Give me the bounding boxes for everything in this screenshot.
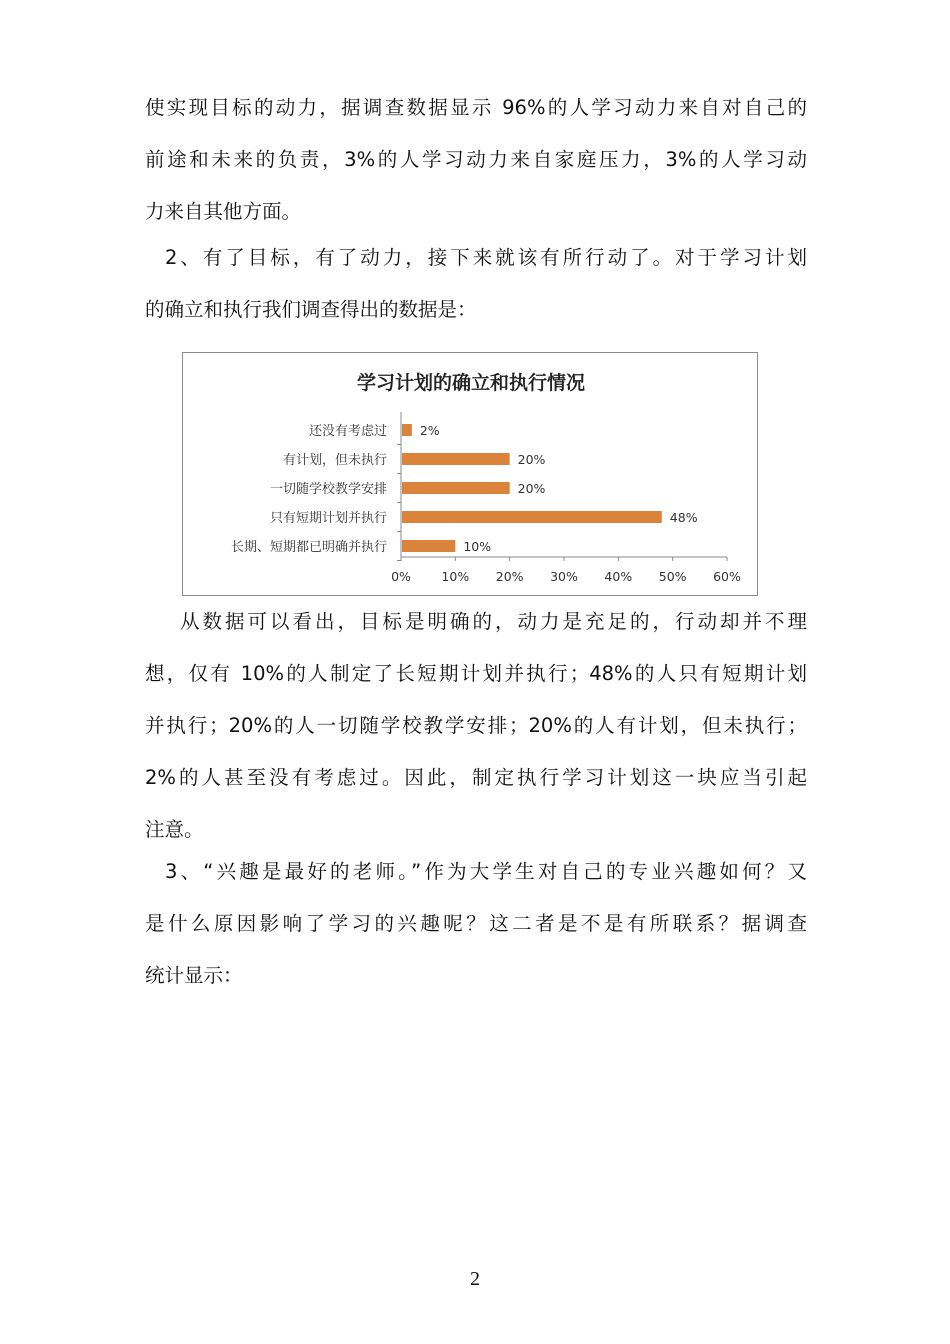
chart-svg <box>183 353 759 597</box>
paragraph-4 <box>165 846 807 898</box>
x-tick-label: 10% <box>441 569 470 584</box>
paragraph-3 <box>180 596 807 648</box>
data-label: 48% <box>669 510 698 525</box>
text-line: 力来自其他方面。 <box>145 200 302 223</box>
category-label: 只有短期计划并执行 <box>269 511 387 526</box>
category-label: 还没有考虑过 <box>308 424 387 439</box>
data-label: 10% <box>463 539 492 554</box>
bar <box>402 482 510 494</box>
paragraph-1 <box>145 82 807 238</box>
text-line: 是什么原因影响了学习的兴趣呢？这二者是不是有所联系？据调查 <box>145 912 807 935</box>
chart-title: 学习计划的确立和执行情况 <box>356 372 586 394</box>
page-number: 2 <box>470 1268 480 1290</box>
text-line: 从数据可以看出，目标是明确的，动力是充足的，行动却并不理 <box>180 610 807 633</box>
text-line: 的确立和执行我们调查得出的数据是： <box>145 298 477 321</box>
paragraph-2 <box>165 232 807 284</box>
text-line: 2%的人甚至没有考虑过。因此，制定执行学习计划这一块应当引起 <box>145 766 807 789</box>
category-label: 有计划，但未执行 <box>282 453 387 468</box>
x-tick-label: 30% <box>550 569 578 584</box>
category-label: 长期、短期都已明确并执行 <box>230 540 387 555</box>
text-line: 2、有了目标，有了动力，接下来就该有所行动了。对于学习计划 <box>165 246 807 269</box>
text-line: 前途和未来的负责，3%的人学习动力来自家庭压力，3%的人学习动 <box>145 148 807 171</box>
text-line: 想，仅有 10%的人制定了长短期计划并执行；48%的人只有短期计划 <box>145 662 807 685</box>
text-line: 统计显示： <box>145 964 243 987</box>
data-label: 20% <box>517 481 546 496</box>
x-tick-label: 50% <box>658 569 687 584</box>
data-label: 20% <box>517 452 546 467</box>
data-label: 2% <box>419 423 440 438</box>
category-label: 一切随学校教学安排 <box>269 482 387 497</box>
bar <box>402 540 455 552</box>
paragraph-4-cont <box>145 898 807 1002</box>
x-tick-label: 40% <box>604 569 633 584</box>
paragraph-3-cont <box>145 648 807 856</box>
bar <box>402 453 510 465</box>
x-tick-label: 20% <box>495 569 524 584</box>
paragraph-2-cont <box>145 284 807 336</box>
bar <box>402 424 412 436</box>
x-tick-label: 60% <box>713 569 741 584</box>
x-tick-label: 0% <box>391 569 411 584</box>
bar <box>402 511 662 523</box>
text-line: 并执行；20%的人一切随学校教学安排；20%的人有计划，但未执行； <box>145 714 807 737</box>
text-line: 注意。 <box>145 818 204 841</box>
text-line: 使实现目标的动力，据调查数据显示 96%的人学习动力来自对自己的 <box>145 96 807 119</box>
bar-chart <box>182 352 758 596</box>
text-line: 3、“兴趣是最好的老师。”作为大学生对自己的专业兴趣如何？又 <box>165 860 807 883</box>
